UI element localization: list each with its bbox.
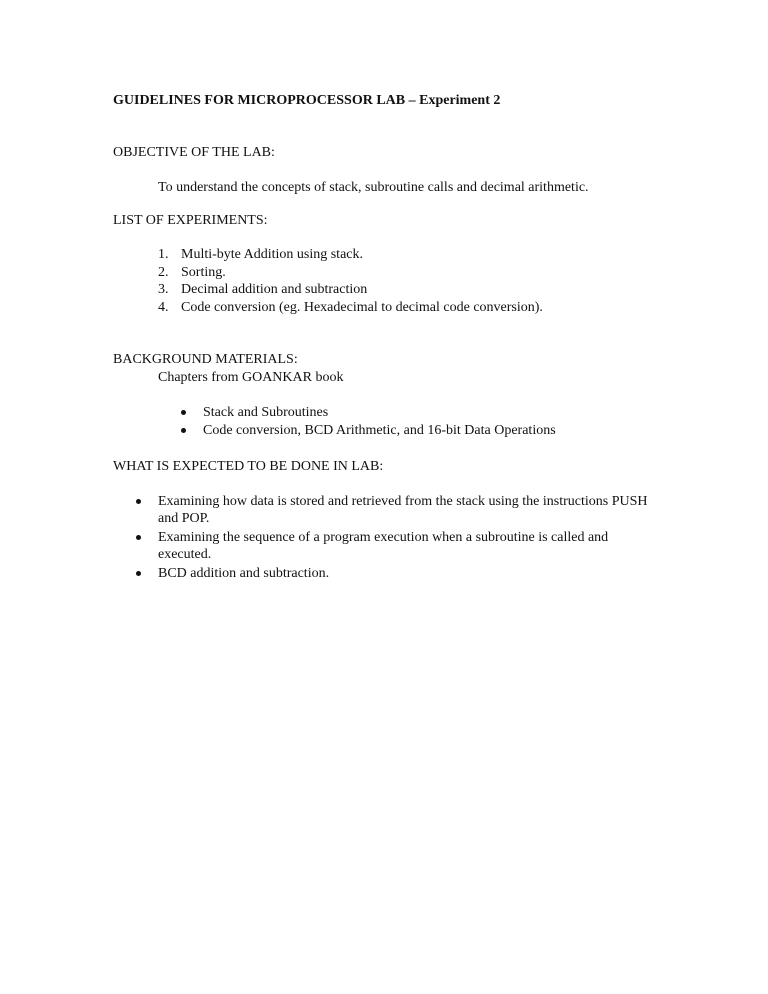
list-item-text: Multi-byte Addition using stack.: [181, 247, 363, 262]
list-item: [158, 264, 638, 282]
list-item: [136, 493, 656, 529]
list-item: [158, 281, 638, 299]
list-item: [136, 529, 656, 565]
experiments-list: [158, 246, 638, 316]
background-list: [181, 404, 661, 440]
list-item: [181, 422, 661, 440]
list-item-text: Decimal addition and subtraction: [181, 282, 368, 297]
list-item-text: BCD addition and subtraction.: [158, 566, 330, 581]
expected-heading: WHAT IS EXPECTED TO BE DONE IN LAB:: [113, 459, 384, 474]
list-item: [136, 565, 656, 583]
list-item: [181, 404, 661, 422]
list-item-number: 4.: [158, 299, 169, 315]
list-item: [158, 299, 638, 317]
list-item-number: 3.: [158, 282, 169, 297]
list-item-text: Code conversion (eg. Hexadecimal to decimal code conversion).: [181, 299, 543, 315]
bullet-icon: [181, 410, 186, 415]
list-item-text: Code conversion, BCD Arithmetic, and 16-bit Data Operations: [203, 423, 556, 438]
objective-text: To understand the concepts of stack, subroutine calls and decimal arithmetic.: [158, 180, 589, 195]
experiments-heading: LIST OF EXPERIMENTS:: [113, 213, 268, 228]
list-item-text: Examining how data is stored and retrieved from the stack using the instructions PUSH and POP.: [158, 494, 648, 526]
list-item: [158, 246, 638, 264]
bullet-icon: [136, 499, 141, 504]
document-title: GUIDELINES FOR MICROPROCESSOR LAB – Experiment 2: [113, 93, 501, 108]
background-intro: Chapters from GOANKAR book: [158, 370, 344, 385]
list-item-text: Stack and Subroutines: [203, 405, 329, 420]
expected-list: [136, 493, 656, 583]
bullet-icon: [136, 535, 141, 540]
list-item-number: 1.: [158, 247, 169, 262]
bullet-icon: [181, 428, 186, 433]
list-item-text: Sorting.: [181, 264, 226, 280]
bullet-icon: [136, 571, 141, 576]
list-item-text: Examining the sequence of a program execution when a subroutine is called and executed.: [158, 530, 609, 562]
list-item-number: 2.: [158, 264, 169, 280]
objective-heading: OBJECTIVE OF THE LAB:: [113, 145, 275, 160]
background-heading: BACKGROUND MATERIALS:: [113, 352, 298, 367]
